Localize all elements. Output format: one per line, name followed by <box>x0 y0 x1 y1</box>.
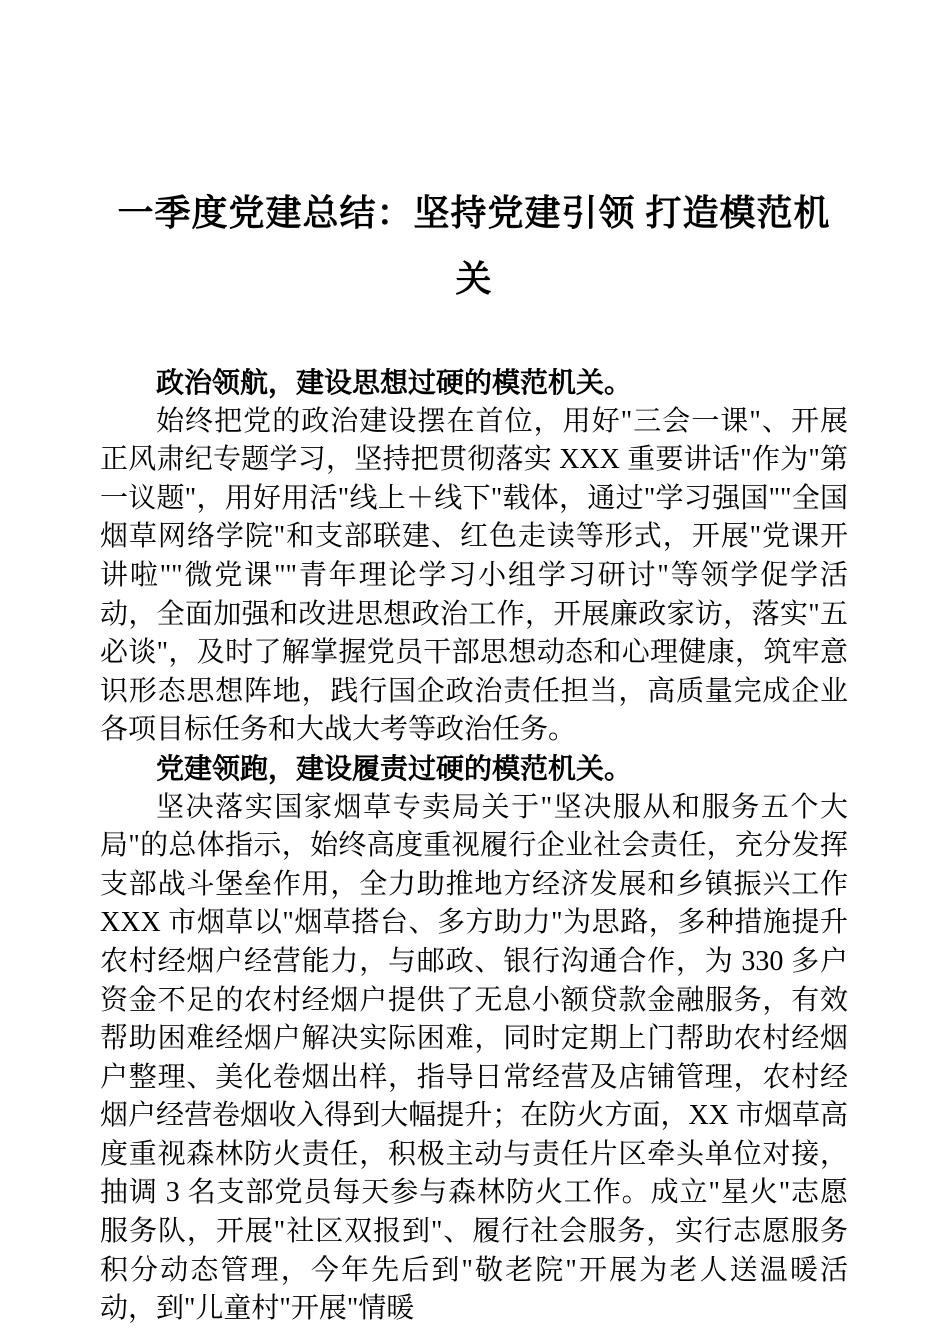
document-title: 一季度党建总结：坚持党建引领 打造模范机关 <box>117 193 831 299</box>
section-heading-politics: 政治领航，建设思想过硬的模范机关。 <box>156 367 633 398</box>
document-body <box>100 364 848 1329</box>
section-heading-party-building: 党建领跑，建设履责过硬的模范机关。 <box>156 752 633 784</box>
section-paragraph-politics: 始终把党的政治建设摆在首位，用好"三会一课"、开展正风肃纪专题学习，坚持把贯彻落实 XXX 重要讲话"作为"第一议题"，用好用活"线上＋线下"载体，通过"学习强国""全国烟草网络学院"和支部联建、红色走读等形式，开展"党课开讲啦""微党课""青年理论学习小组学习研讨"等领学促学活动，全面加强和改进思想政治工作，开展廉政家访，落实"五必谈"，及时了解掌握党员干部思想动态和心理健康，筑牢意识形态思想阵地，践行国企政治责任担当，高质量完成企业各项目标任务和大战大考等政治任务。 <box>100 405 848 746</box>
section-paragraph-party-building: 坚决落实国家烟草专卖局关于"坚决服从和服务五个大局"的总体指示，始终高度重视履行企业社会责任，充分发挥支部战斗堡垒作用，全力助推地方经济发展和乡镇振兴工作 XXX 市烟草以"烟草搭台、多方助力"为思路，多种措施提升农村经烟户经营能力，与邮政、银行沟通合作，为 330 多户资金不足的农村经烟户提供了无息小额贷款金融服务，有效帮助困难经烟户解决实际困难，同时定期上门帮助农村经烟户整理、美化卷烟出样，指导日常经营及店铺管理，农村经烟户经营卷烟收入得到大幅提升；在防火方面，XX 市烟草高度重视森林防火责任，积极主动与责任片区牵头单位对接，抽调 3 名支部党员每天参与森林防火工作。成立"星火"志愿服务队，开展"社区双报到"、履行社会服务，实行志愿服务积分动态管理，今年先后到"敬老院"开展为老人送温暖活动，到"儿童村"开展"情暖 <box>100 791 848 1325</box>
